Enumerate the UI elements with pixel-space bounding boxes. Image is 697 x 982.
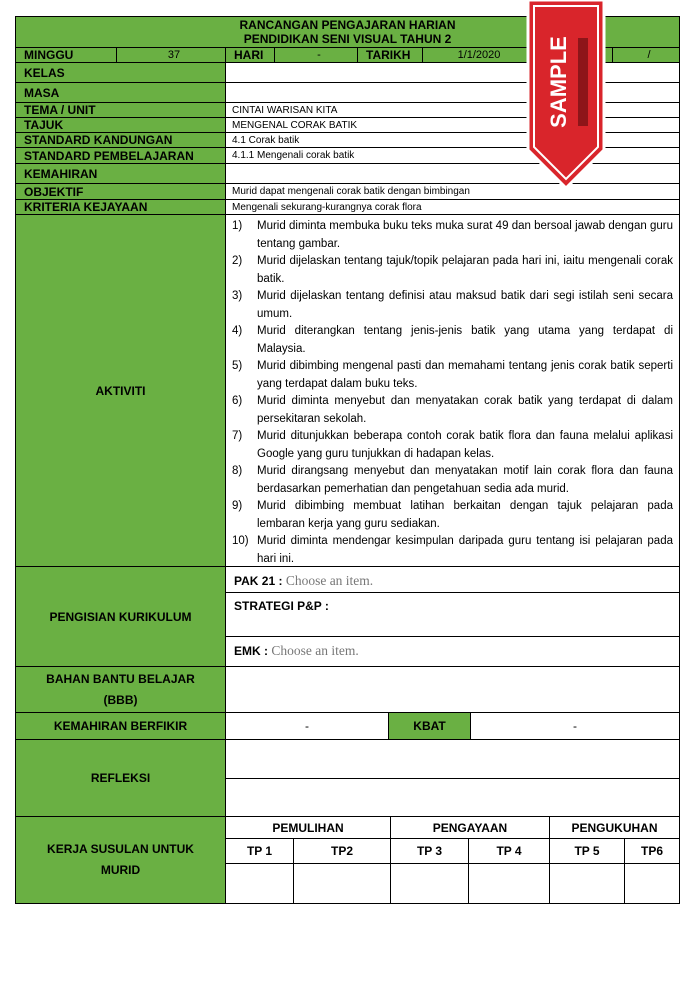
title-line-2: PENDIDIKAN SENI VISUAL TAHUN 2: [243, 32, 452, 46]
pengayaan-header: PENGAYAAN: [391, 817, 550, 838]
tp6-header: TP6: [640, 844, 663, 858]
tp1-header: TP 1: [226, 839, 294, 863]
tp3-value[interactable]: [391, 864, 469, 903]
tp2-value[interactable]: [294, 864, 391, 903]
bbb-label-line-1: BAHAN BANTU BELAJAR: [46, 671, 195, 686]
refleksi-row: [16, 740, 679, 817]
kurikulum-row: [16, 567, 679, 667]
tajuk-value[interactable]: MENGENAL CORAK BATIK: [232, 119, 358, 131]
kemahiran-value[interactable]: [226, 164, 679, 183]
aktiviti-item: [232, 498, 673, 533]
aktiviti-item: [232, 288, 673, 323]
kurikulum-label: PENGISIAN KURIKULUM: [16, 567, 226, 666]
aktiviti-item-number: 9): [232, 500, 243, 512]
aktiviti-item-text: Murid dirangsang menyebut dan menyatakan motif lain corak flora dan fauna berdasarkan pemerhatian dan pengetahuan sedia ada murid.: [257, 465, 673, 495]
standard-kandungan-value[interactable]: 4.1 Corak batik: [232, 134, 300, 146]
aktiviti-item-number: 7): [232, 430, 243, 442]
tp5-header: TP 5: [550, 839, 625, 863]
tarikh-label: TARIKH: [358, 48, 423, 62]
tema-label: TEMA / UNIT: [16, 103, 226, 117]
aktiviti-list: [226, 215, 679, 566]
kemahiran-berfikir-value[interactable]: -: [226, 713, 389, 739]
aktiviti-item-number: 2): [232, 255, 243, 267]
extra-value: /: [613, 48, 679, 62]
kerja-susulan-label-line-2: MURID: [100, 863, 141, 877]
minggu-value: 37: [117, 48, 226, 62]
standard-kandungan-label: STANDARD KANDUNGAN: [16, 133, 226, 147]
strategi-label: STRATEGI P&P :: [234, 599, 329, 613]
aktiviti-item-text: Murid ditunjukkan beberapa contoh corak batik flora dan fauna melalui aplikasi Google yang guru tunjukkan di hadapan kelas.: [257, 430, 673, 460]
field-row-kriteria: [16, 200, 679, 215]
kbat-label: KBAT: [389, 713, 471, 739]
aktiviti-item-number: 5): [232, 360, 243, 372]
aktiviti-item: [232, 358, 673, 393]
tajuk-label: TAJUK: [16, 118, 226, 132]
pak21-placeholder[interactable]: Choose an item.: [285, 573, 374, 588]
strategi-field[interactable]: [226, 593, 679, 637]
aktiviti-item: [232, 253, 673, 288]
aktiviti-item-number: 4): [232, 325, 243, 337]
tp-header-row: [226, 839, 679, 864]
aktiviti-item-text: Murid dijelaskan tentang tajuk/topik pelajaran pada hari ini, iaitu mengenali corak batik.: [257, 255, 673, 285]
aktiviti-item: [232, 533, 673, 566]
hari-value: -: [275, 48, 358, 62]
aktiviti-item: [232, 393, 673, 428]
stamp-stripe: [578, 38, 588, 126]
tema-value[interactable]: CINTAI WARISAN KITA: [232, 104, 338, 116]
tp-value-row: [226, 864, 679, 903]
aktiviti-item-text: Murid diterangkan tentang jenis-jenis batik yang utama yang terdapat di Malaysia.: [257, 325, 673, 355]
tp3-header: TP 3: [391, 839, 469, 863]
aktiviti-item: [232, 323, 673, 358]
kerja-susulan-label: [16, 817, 226, 903]
objektif-value[interactable]: Murid dapat mengenali corak batik dengan bimbingan: [232, 186, 470, 197]
kriteria-value[interactable]: Mengenali sekurang-kurangnya corak flora: [232, 201, 422, 213]
bbb-label: [16, 667, 226, 712]
aktiviti-content: [226, 215, 679, 566]
tp1-value[interactable]: [226, 864, 294, 903]
kriteria-label: KRITERIA KEJAYAAN: [16, 200, 226, 214]
aktiviti-label: AKTIVITI: [16, 215, 226, 566]
kerja-susulan-groups: [226, 817, 679, 839]
kerja-susulan-row: [16, 817, 679, 903]
tp4-value[interactable]: [469, 864, 550, 903]
aktiviti-item-text: Murid dibimbing membuat latihan berkaitan dengan tajuk pelajaran pada lembaran kerja yang guru sediakan.: [257, 500, 673, 530]
standard-pembelajaran-value[interactable]: 4.1.1 Mengenali corak batik: [232, 150, 355, 161]
pak21-label: PAK 21 :: [234, 574, 283, 588]
stamp-text: SAMPLE: [545, 36, 571, 128]
aktiviti-item: [232, 463, 673, 498]
refleksi-content: [226, 740, 679, 816]
tp6-value[interactable]: [625, 864, 679, 903]
aktiviti-item-number: 1): [232, 220, 243, 232]
pemulihan-header: PEMULIHAN: [226, 817, 391, 838]
pengukuhan-header: PENGUKUHAN: [571, 820, 658, 835]
objektif-label: OBJEKTIF: [16, 184, 226, 199]
kerja-susulan-label-line-1: KERJA SUSULAN UNTUK: [47, 842, 194, 856]
hari-label: HARI: [226, 48, 275, 62]
emk-field[interactable]: [226, 637, 679, 666]
kemahiran-berfikir-row: [16, 713, 679, 740]
tarikh-value: 1/1/2020: [423, 48, 530, 62]
tp4-header: TP 4: [469, 839, 550, 863]
refleksi-line-1[interactable]: [226, 740, 679, 779]
kemahiran-berfikir-label: KEMAHIRAN BERFIKIR: [16, 713, 226, 739]
pak21-field[interactable]: [226, 567, 679, 593]
aktiviti-item: [232, 218, 673, 253]
refleksi-line-2[interactable]: [226, 779, 679, 816]
aktiviti-item-text: Murid dijelaskan tentang definisi atau maksud batik dari segi istilah seni secara umum.: [257, 290, 673, 320]
kerja-susulan-grid: [226, 817, 679, 903]
bbb-value[interactable]: [226, 667, 679, 712]
tp2-header: TP2: [294, 839, 391, 863]
kelas-label: KELAS: [16, 63, 226, 82]
aktiviti-row: [16, 215, 679, 567]
masa-label: MASA: [16, 83, 226, 102]
aktiviti-item-text: Murid diminta membuka buku teks muka surat 49 dan bersoal jawab dengan guru tentang gambar.: [257, 220, 673, 250]
aktiviti-item-text: Murid diminta mendengar kesimpulan daripada guru tentang isi pelajaran pada hari ini.: [257, 535, 673, 565]
masa-value[interactable]: [226, 83, 679, 102]
sample-stamp: [522, 0, 610, 194]
emk-label: EMK :: [234, 644, 268, 658]
tp5-value[interactable]: [550, 864, 625, 903]
kelas-value[interactable]: [226, 63, 679, 82]
minggu-label: MINGGU: [16, 48, 117, 62]
aktiviti-item-number: 10): [232, 535, 249, 547]
title-line-1: RANCANGAN PENGAJARAN HARIAN: [239, 18, 456, 32]
kbat-value[interactable]: -: [573, 719, 577, 733]
aktiviti-item-text: Murid dibimbing mengenal pasti dan memahami tentang jenis corak batik seperti yang terdapat dalam buku teks.: [257, 360, 673, 390]
emk-placeholder[interactable]: Choose an item.: [271, 643, 359, 658]
bbb-label-line-2: (BBB): [103, 692, 138, 707]
aktiviti-item-text: Murid diminta menyebut dan menyatakan corak batik yang terdapat di dalam persekitaran sekolah.: [257, 395, 673, 425]
aktiviti-item-number: 3): [232, 290, 243, 302]
refleksi-label: REFLEKSI: [16, 740, 226, 816]
kemahiran-label: KEMAHIRAN: [16, 164, 226, 183]
standard-pembelajaran-label: STANDARD PEMBELAJARAN: [16, 148, 226, 163]
aktiviti-item: [232, 428, 673, 463]
bbb-row: [16, 667, 679, 713]
aktiviti-item-number: 8): [232, 465, 243, 477]
kurikulum-content: [226, 567, 679, 666]
aktiviti-item-number: 6): [232, 395, 243, 407]
